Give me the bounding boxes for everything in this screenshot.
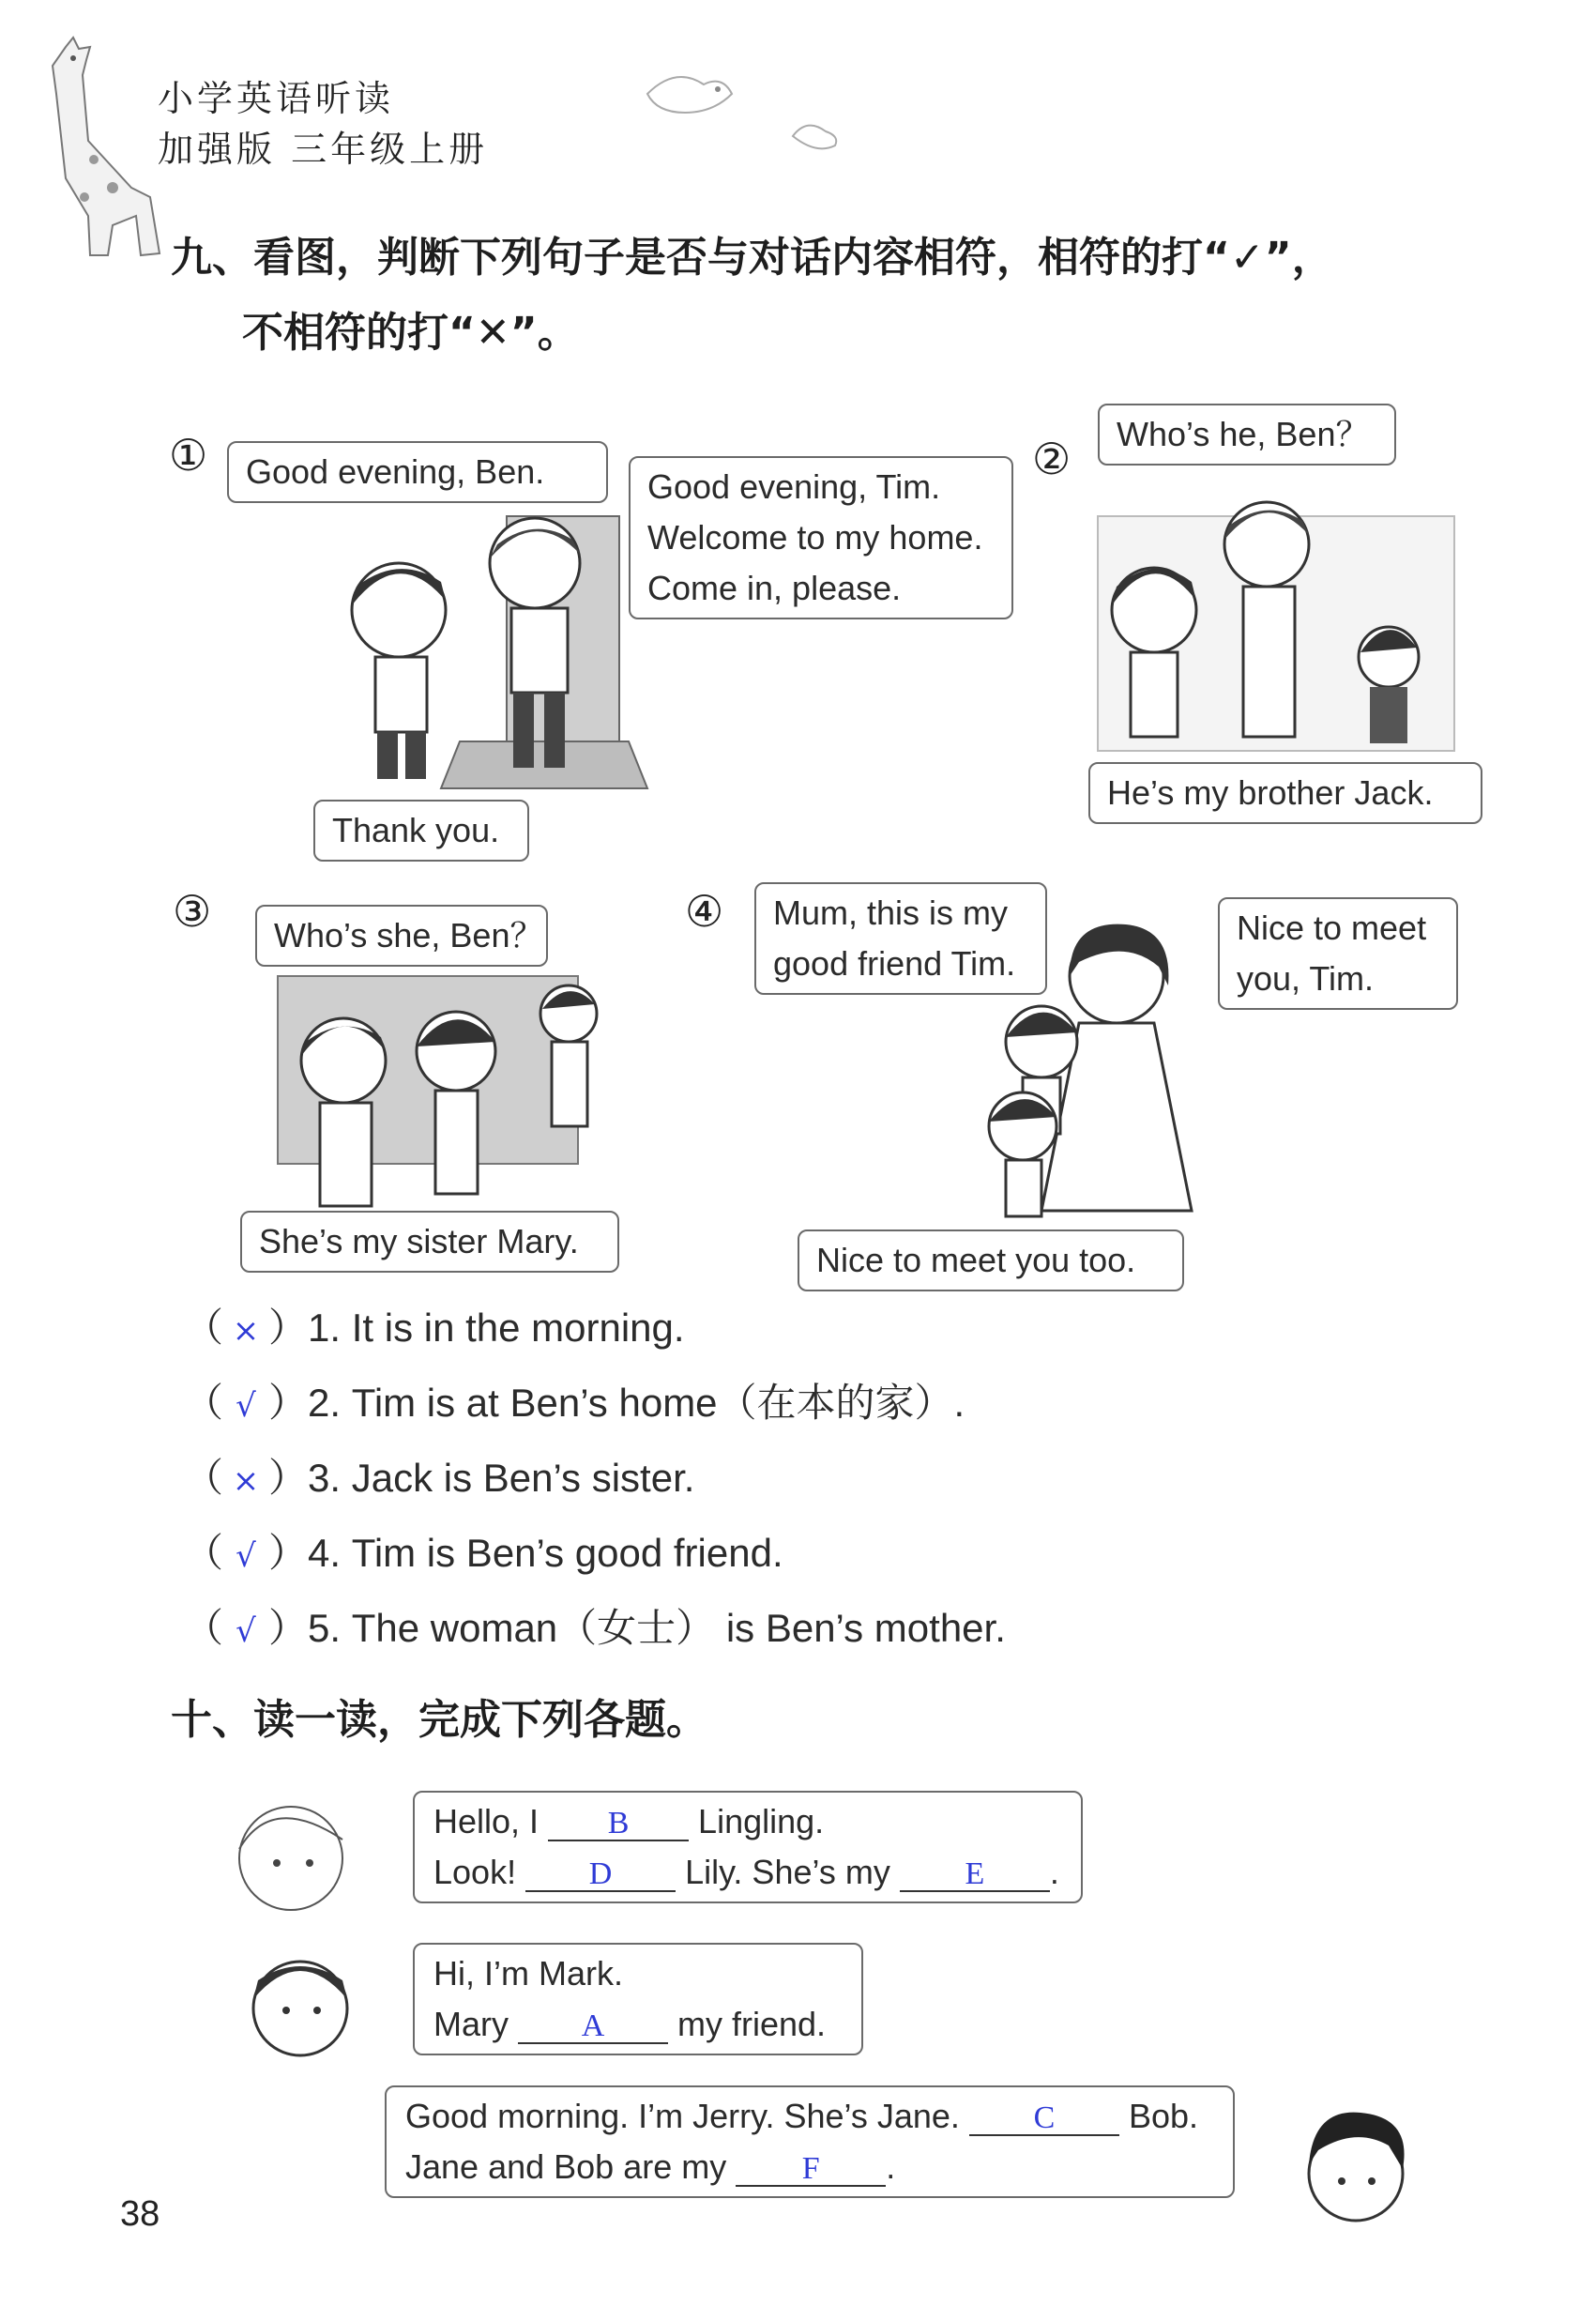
small-bird-icon [788, 113, 844, 160]
text: Hello, I [433, 1802, 549, 1840]
mark-avatar [235, 1943, 366, 2065]
question-text: 5. The woman（女士） is Ben’s mother. [308, 1606, 1006, 1650]
question-3 [184, 1447, 694, 1504]
text: Good morning. I’m Jerry. She’s Jane. [405, 2097, 969, 2135]
scene3-illustration [278, 976, 634, 1211]
answer-3[interactable]: × [232, 1462, 260, 1500]
scene2-illustration [1088, 469, 1482, 760]
scene1-number: ① [169, 430, 208, 481]
scene2-number: ② [1032, 434, 1072, 484]
question-text: 1. It is in the morning. [308, 1306, 685, 1350]
scene4-bubble-3 [798, 1229, 1184, 1291]
answer-1[interactable]: × [232, 1312, 260, 1350]
blank-6[interactable]: F [736, 2153, 886, 2187]
bubble-text: Mum, this is my [773, 893, 1009, 932]
question-text: 3. Jack is Ben’s sister. [308, 1456, 695, 1500]
scene2-bubble-1 [1098, 404, 1396, 466]
scene3-bubble-1 [255, 905, 548, 967]
paren-close: ） [268, 1456, 309, 1500]
question-5 [184, 1597, 1006, 1654]
paren-open: （ [184, 1381, 224, 1425]
text: . [886, 2147, 896, 2186]
book-edition: 加强版 三年级上册 [158, 129, 489, 170]
blank-4[interactable]: A [518, 2010, 668, 2044]
blank-2[interactable]: D [525, 1858, 676, 1892]
bubble-text: He’s my brother Jack. [1107, 773, 1434, 812]
lingling-avatar [216, 1793, 385, 1915]
book-series-title: 小学英语听读 [158, 78, 395, 119]
bubble-line-1: Hi, I’m Mark. [433, 1954, 623, 1993]
text: Look! [433, 1853, 526, 1891]
scene4-number: ④ [685, 886, 724, 937]
lingling-bubble [413, 1791, 1083, 1903]
bubble-line-2 [433, 1999, 843, 2050]
bubble-text: Come in, please. [647, 569, 902, 607]
paren-open: （ [184, 1606, 224, 1650]
bubble-text: Good evening, Tim. [647, 467, 941, 506]
bubble-line-2 [433, 1847, 1062, 1898]
bubble-text: Nice to meet [1237, 909, 1427, 947]
question-1 [184, 1297, 685, 1353]
bird-icon [638, 56, 751, 141]
section10-title: 十、读一读，完成下列各题。 [171, 1696, 707, 1744]
text: my friend. [668, 2005, 827, 2043]
paren-open: （ [184, 1456, 224, 1500]
scene3-number: ③ [173, 886, 212, 937]
scene2-bubble-2 [1088, 762, 1482, 824]
bubble-text: Welcome to my home. [647, 518, 983, 557]
jerry-bubble [385, 2085, 1235, 2198]
page-number: 38 [120, 2194, 160, 2234]
bubble-text: Who’s she, Ben？ [274, 916, 544, 954]
jerry-avatar [1285, 2099, 1426, 2230]
answer-2[interactable]: √ [236, 1387, 256, 1425]
paren-close: ） [268, 1306, 309, 1350]
scene1-bubble-1 [227, 441, 608, 503]
blank-5[interactable]: C [969, 2102, 1119, 2136]
paren-close: ） [268, 1531, 309, 1575]
scene4-bubble-2 [1218, 897, 1458, 1010]
bubble-line-2 [405, 2142, 1214, 2192]
text: Lingling. [689, 1802, 825, 1840]
scene4-illustration [938, 910, 1239, 1229]
text: Bob. [1118, 2097, 1198, 2135]
mark-bubble [413, 1943, 863, 2055]
scene1-illustration [319, 507, 732, 798]
bubble-text: She’s my sister Mary. [259, 1222, 579, 1260]
question-4 [184, 1522, 783, 1579]
bubble-line-1 [433, 1796, 1062, 1847]
paren-open: （ [184, 1306, 224, 1350]
bubble-text: Nice to meet you too. [816, 1241, 1136, 1279]
bubble-text: good friend Tim. [773, 944, 1016, 983]
question-2 [184, 1372, 965, 1428]
answer-4[interactable]: √ [236, 1537, 256, 1575]
giraffe-icon [28, 38, 169, 263]
bubble-text: Good evening, Ben. [246, 452, 545, 491]
blank-1[interactable]: B [548, 1808, 689, 1841]
paren-open: （ [184, 1531, 224, 1575]
question-text: 4. Tim is Ben’s good friend. [308, 1531, 783, 1575]
blank-3[interactable]: E [900, 1858, 1050, 1892]
text: Lily. She’s my [676, 1853, 900, 1891]
text: . [1049, 1853, 1059, 1891]
bubble-text: Thank you. [332, 811, 500, 849]
bubble-line-1 [405, 2091, 1214, 2142]
text: Mary [433, 2005, 518, 2043]
bubble-text: Who’s he, Ben？ [1117, 415, 1370, 453]
paren-close: ） [268, 1606, 309, 1650]
question-text: 2. Tim is at Ben’s home（在本的家）. [308, 1381, 965, 1425]
paren-close: ） [268, 1381, 309, 1425]
section9-title-line1: 九、看图，判断下列句子是否与对话内容相符，相符的打“✓”， [171, 234, 1333, 282]
scene3-bubble-2 [240, 1211, 619, 1273]
text: Jane and Bob are my [405, 2147, 737, 2186]
answer-5[interactable]: √ [236, 1612, 256, 1650]
bubble-text: you, Tim. [1237, 959, 1375, 998]
section9-title-line2: 不相符的打“✕”。 [242, 309, 579, 357]
scene1-bubble-3 [313, 800, 529, 862]
